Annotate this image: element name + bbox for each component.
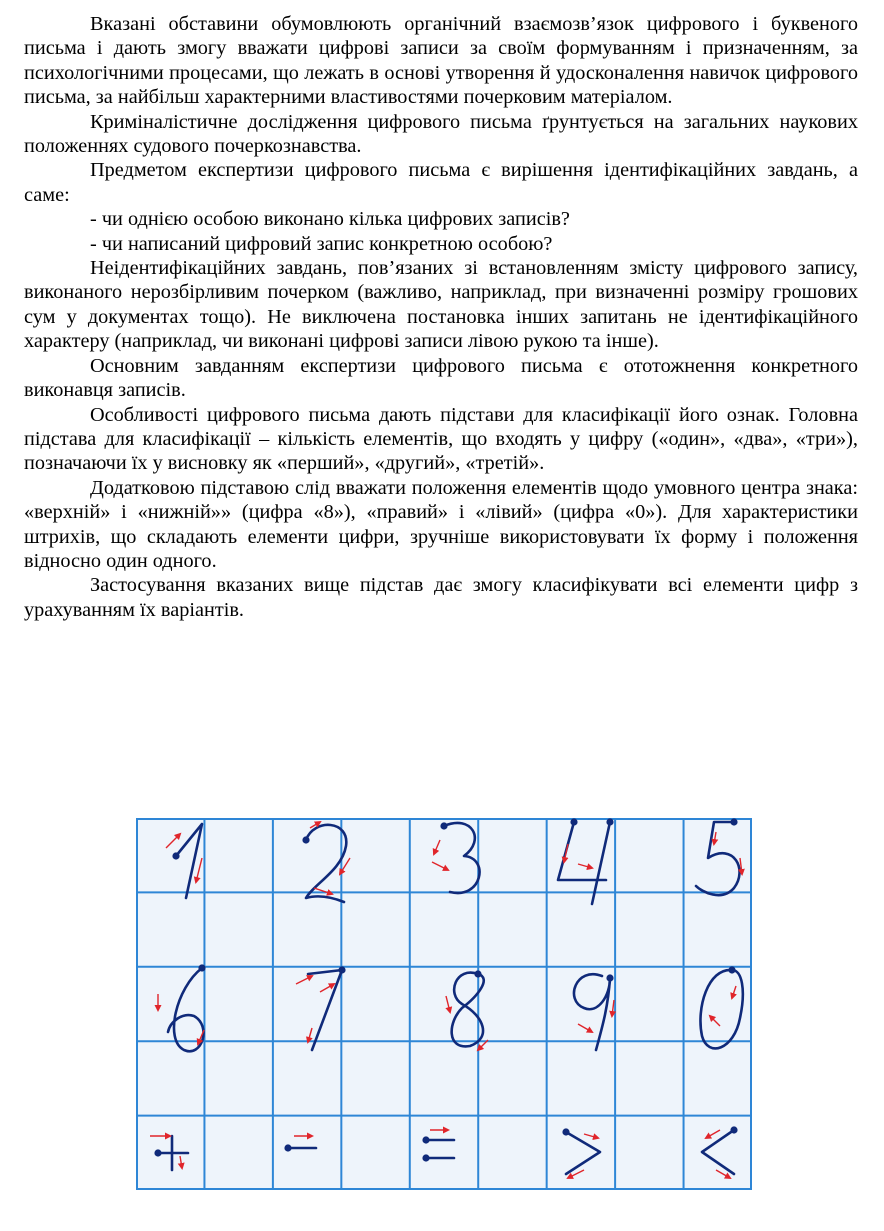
plus-glyph	[158, 1136, 188, 1170]
direction-arrow	[732, 986, 736, 998]
list-item: - чи написаний цифровий запис конкретною особою?	[90, 232, 553, 255]
list-item: - чи однією особою виконано кілька цифрових записів?	[90, 208, 570, 231]
greater-than-glyph	[566, 1132, 600, 1174]
digit-6-glyph	[168, 968, 203, 1051]
direction-arrow	[296, 976, 312, 984]
direction-arrow	[706, 1130, 720, 1138]
equals-glyph	[426, 1140, 454, 1158]
digit-glyphs	[154, 818, 742, 1174]
start-dot	[172, 852, 179, 859]
direction-arrow	[714, 832, 716, 844]
direction-arrow	[446, 996, 450, 1012]
paragraph: Предметом експертизи цифрового письма є вирішення ідентифікаційних завдань, а саме:	[24, 159, 858, 206]
document-text	[24, 12, 858, 622]
digit-3-glyph	[444, 823, 480, 893]
direction-arrow	[434, 840, 440, 854]
direction-arrow	[196, 858, 202, 882]
digit-9-glyph	[574, 974, 610, 1050]
start-dot	[606, 974, 613, 981]
direction-arrow	[320, 984, 334, 992]
direction-arrow	[584, 1134, 598, 1138]
paragraph: Криміналістичне дослідження цифрового письма ґрунтується на загальних наукових положеннях судового почеркознавства.	[24, 110, 858, 158]
paragraph: Неідентифікаційних завдань, пов’язаних зі встановленням змісту цифрового запису, виконаного нерозбірливим почерком (важливо, наприклад, при визначенні розміру грошових сум у документах тощо). Не виключена постановка інших запитань не ідентифікаційного характеру (наприклад, чи виконані цифрові записи лівою рукою та інше).	[24, 257, 858, 353]
direction-arrow	[612, 1000, 614, 1016]
direction-arrow	[710, 1016, 720, 1026]
paragraph: Основним завданням експертизи цифрового письма є ототожнення конкретного виконавця записів.	[24, 354, 858, 402]
direction-arrow	[578, 864, 592, 868]
grid-lines	[136, 818, 752, 1190]
digit-grid-image	[136, 818, 752, 1190]
direction-arrow	[166, 834, 180, 848]
digit-7-glyph	[308, 970, 342, 1050]
digit-0-glyph	[700, 970, 742, 1048]
start-dot	[440, 822, 447, 829]
stroke-direction-arrows	[150, 822, 742, 1178]
start-dot	[730, 1126, 737, 1133]
direction-arrow	[308, 1028, 312, 1042]
start-dot	[284, 1144, 291, 1151]
start-dot	[154, 1149, 161, 1156]
paragraph: Особливості цифрового письма дають підстави для класифікації його ознак. Головна підстава для класифікації – кількість елементів, що входять у цифру («один», «два», «три»), позначаючи їх у висновку як «перший», «другий», «третій».	[24, 403, 858, 475]
start-dot	[606, 818, 613, 825]
start-dot	[562, 1128, 569, 1135]
digit-2-glyph	[306, 825, 346, 902]
paragraph: Додатковою підставою слід вважати положення елементів щодо умовного центра знака: «верхній» і «нижній»» (цифра «8»), «правий» і «лівий» (цифра «0»). Для характеристики штрихів, що складають елементи цифри, зручніше використовувати їх форму і положення відносно один одного.	[24, 476, 858, 572]
digit-5-glyph	[696, 822, 740, 895]
digit-1-glyph	[176, 824, 202, 898]
start-dot	[730, 818, 737, 825]
start-dot	[728, 966, 735, 973]
start-dot	[338, 966, 345, 973]
start-dot	[474, 970, 481, 977]
start-dot	[302, 836, 309, 843]
direction-arrow	[432, 862, 448, 870]
direction-arrow	[578, 1024, 592, 1032]
paragraph: Застосування вказаних вище підстав дає змогу класифікувати всі елементи цифр з урахуванням їх варіантів.	[24, 574, 858, 621]
paragraph: Вказані обставини обумовлюють органічний взаємозв’язок цифрового і буквеного письма і дають змогу вважати цифрові записи за своїм формуванням і призначенням, за психологічними процесами, що лежать в основі утворення й удосконалення навичок цифрового письма, за найбільш характерними властивостями почерковим матеріалом.	[24, 13, 858, 109]
less-than-glyph	[702, 1130, 734, 1174]
start-dot	[422, 1136, 429, 1143]
start-dot	[422, 1154, 429, 1161]
start-dot	[198, 964, 205, 971]
start-dot	[570, 818, 577, 825]
direction-arrow	[180, 1156, 182, 1168]
digit-writing-figure	[136, 818, 752, 1190]
